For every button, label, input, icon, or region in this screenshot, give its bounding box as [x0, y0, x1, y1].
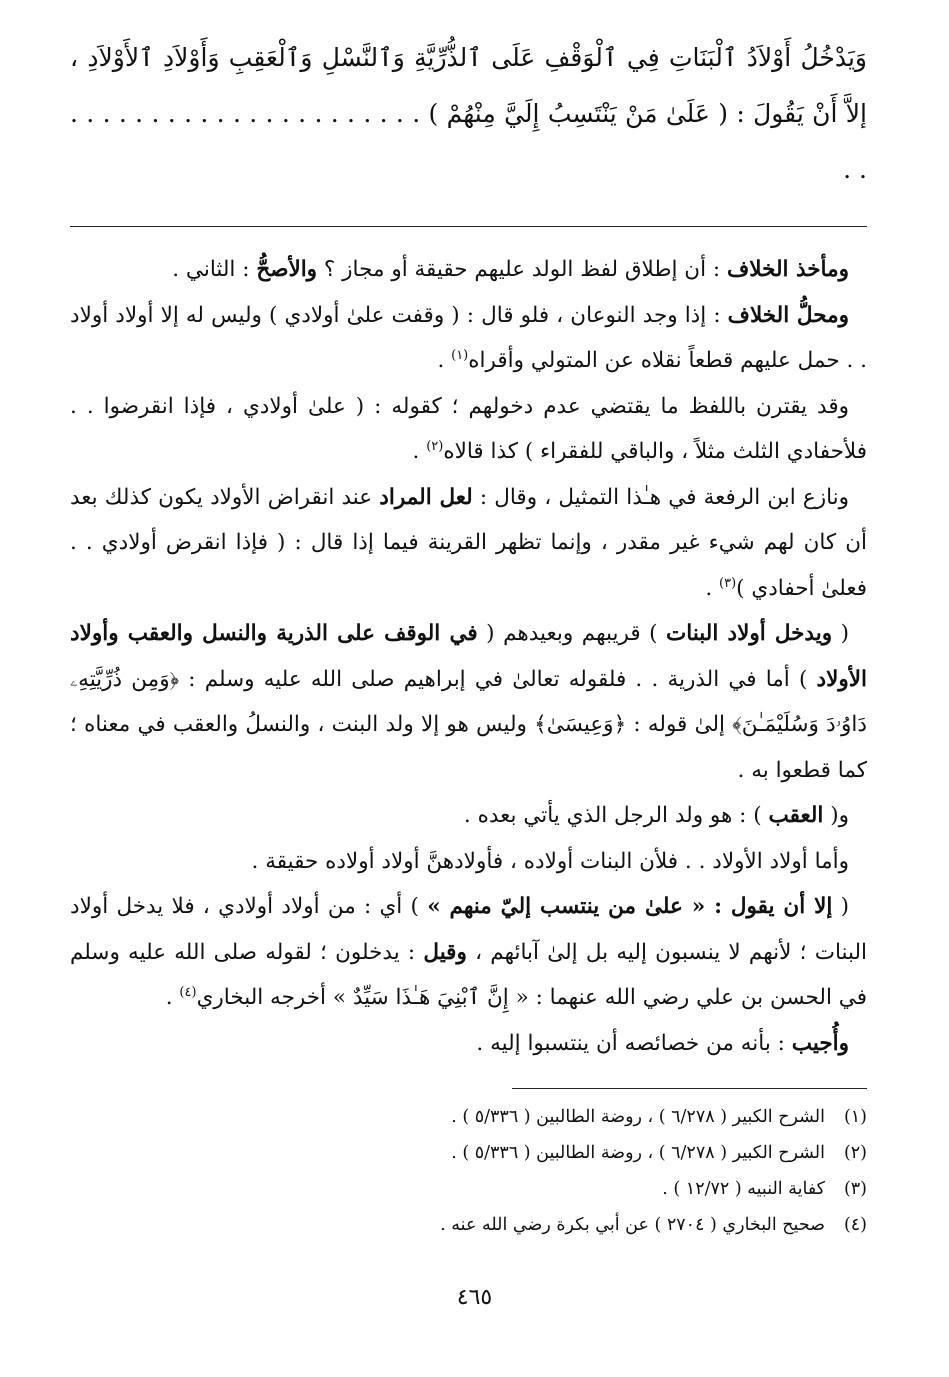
bold-term: في الوقف على الذرية والنسل والعقب وأولاد الأولاد [70, 621, 868, 692]
matn-divider [70, 226, 867, 227]
text-run: . [165, 985, 180, 1010]
text-run: . [705, 575, 720, 601]
bold-term: العقب [768, 803, 824, 828]
text-run: وليس هو إلا ولد البنت ، والنسلُ والعقب في معناه ؛ كما قطعوا به . [70, 712, 867, 783]
bold-term: والأصحُّ [256, 257, 318, 282]
footnote-ref-2[interactable]: (٢) [426, 438, 444, 454]
text-run: ( [832, 894, 849, 919]
paragraph-9 [70, 1021, 867, 1067]
footnote-text: صحيح البخاري ( ٢٧٠٤ ) عن أبي بكرة رضي الله عنه . [440, 1215, 825, 1235]
text-run: » أخرجه البخاري [196, 985, 353, 1010]
text-run: وقد يقترن باللفظ ما يقتضي عدم دخولهم ؛ كقوله : ( علىٰ أولادي ، فإذا انقرضوا . . فلأحفادي الثلث مثلاً ، والباقي للفقراء ) كذا قالاه [70, 393, 867, 464]
footnote-1 [70, 1099, 867, 1135]
matn-main: وَيَدْخُلُ أَوْلاَدُ ٱلْبَنَاتِ فِي ٱلْوَقْفِ عَلَى ٱلذُّرِّيَّةِ وَٱلنَّسْلِ وَٱلْعَقِبِ وَأَوْلاَدِ ٱلأَوْلاَدِ ، إلاَّ أَنْ يَقُولَ : ( عَلَىٰ مَنْ يَنْتَسِبُ إِلَيَّ مِنْهُمْ ) . [70, 43, 867, 128]
quran-verse: ﴿وَمِن ذُرِّيَّتِهِۦ دَاوُۥدَ وَسُلَيْمَـٰنَ﴾ [70, 666, 867, 737]
bold-term: ويدخل أولاد البنات [666, 621, 833, 646]
text-run: : إذا وجد النوعان ، فلو قال : ( وقفت علىٰ أولادي ) وليس له إلا أولاد أولاد . . حمل عليهم قطعاً نقلاه عن المتولي وأقراه [70, 302, 867, 373]
text-run: : بأنه من خصائصه أن ينتسبوا إليه . [476, 1030, 792, 1056]
paragraph-6 [70, 793, 867, 839]
text-run: وأما أولاد الأولاد . . فلأن البنات أولاده ، فأولادهنَّ أولاد أولاده حقيقة . [251, 848, 849, 874]
bold-term: وقيل [423, 939, 467, 965]
footnote-text: الشرح الكبير ( ٦/٢٧٨ ) ، روضة الطالبين ( ٥/٣٣٦ ) . [451, 1143, 825, 1163]
bold-term: لعل المراد [379, 484, 473, 510]
paragraph-4 [70, 475, 867, 612]
paragraph-1 [70, 247, 867, 293]
bold-term: وأُجيب [791, 1030, 849, 1056]
footnote-3 [70, 1171, 867, 1207]
footnote-number: (٤) [843, 1215, 867, 1235]
footnote-ref-3[interactable]: (٣) [719, 575, 737, 591]
paragraph-8 [70, 884, 867, 1021]
text-run: ) أما في الذرية . . فلقوله تعالىٰ في إبراهيم صلى الله عليه وسلم : [179, 666, 817, 692]
hadith-quote: إِنَّ ٱبْنِيَ هَـٰذَا سَيِّدٌ [352, 985, 509, 1010]
text-run: ) أي : من أولاد أولادي ، فلا يدخل أولاد البنات ؛ لأنهم لا ينسبون إليه بل إلىٰ آبائهم ، [70, 894, 867, 965]
paragraph-7 [70, 839, 867, 885]
text-run: ) قريبهم وبعيدهم ( [477, 621, 667, 646]
footnote-ref-4[interactable]: (٤) [179, 984, 197, 1000]
text-run: . [437, 348, 452, 373]
matn-text [70, 30, 867, 198]
text-run: ونازع ابن الرفعة في هـٰذا التمثيل ، وقال : [472, 484, 849, 510]
text-run: : يدخلون ؛ لقوله صلى الله عليه وسلم في الحسن بن علي رضي الله عنهما : « [70, 939, 867, 1010]
text-run: و( [823, 803, 849, 828]
text-run: : الثاني . [172, 257, 257, 282]
footnotes [70, 1099, 867, 1243]
footnote-number: (١) [843, 1107, 867, 1127]
text-run: ) : هو ولد الرجل الذي يأتي بعده . [463, 803, 769, 828]
text-run: إلىٰ قوله : [626, 712, 733, 737]
bold-term: ومحلُّ الخلاف [727, 302, 849, 328]
quran-verse: ﴿وَعِيسَىٰ﴾ [534, 712, 627, 737]
paragraph-5 [70, 611, 867, 793]
bold-term: إلا أن يقول : « علىٰ من ينتسب إليّ منهم » [427, 894, 833, 919]
footnote-number: (٢) [843, 1143, 867, 1163]
footnote-ref-1[interactable]: (١) [451, 347, 469, 363]
footnote-4 [70, 1207, 867, 1243]
page-body [70, 30, 867, 1243]
text-run: عند انقراض الأولاد يكون كذلك بعد أن كان لهم شيء غير مقدر ، وإنما تظهر القرينة فيما إذا قال : ( فإذا انقرض أولادي . . فعلىٰ أحفادي ) [70, 484, 867, 601]
footnote-number: (٣) [843, 1179, 867, 1199]
text-run: : أن إطلاق لفظ الولد عليهم حقيقة أو مجاز ؟ [317, 257, 727, 282]
text-run: ( [832, 621, 850, 646]
paragraph-3 [70, 384, 867, 475]
paragraph-2 [70, 293, 867, 384]
matn-dots: . . . . . . . . . . . . . . . . . . . . . . . [70, 99, 867, 184]
text-run: . [412, 439, 427, 464]
footnote-text: كفاية النبيه ( ١٢/٧٢ ) . [662, 1179, 825, 1199]
bold-term: ومأخذ الخلاف [726, 257, 849, 282]
commentary [70, 247, 867, 1066]
footnote-2 [70, 1135, 867, 1171]
footnote-divider [512, 1088, 867, 1089]
page-number: ٤٦٥ [456, 1285, 493, 1310]
footnote-text: الشرح الكبير ( ٦/٢٧٨ ) ، روضة الطالبين ( ٥/٣٣٦ ) . [451, 1107, 825, 1127]
